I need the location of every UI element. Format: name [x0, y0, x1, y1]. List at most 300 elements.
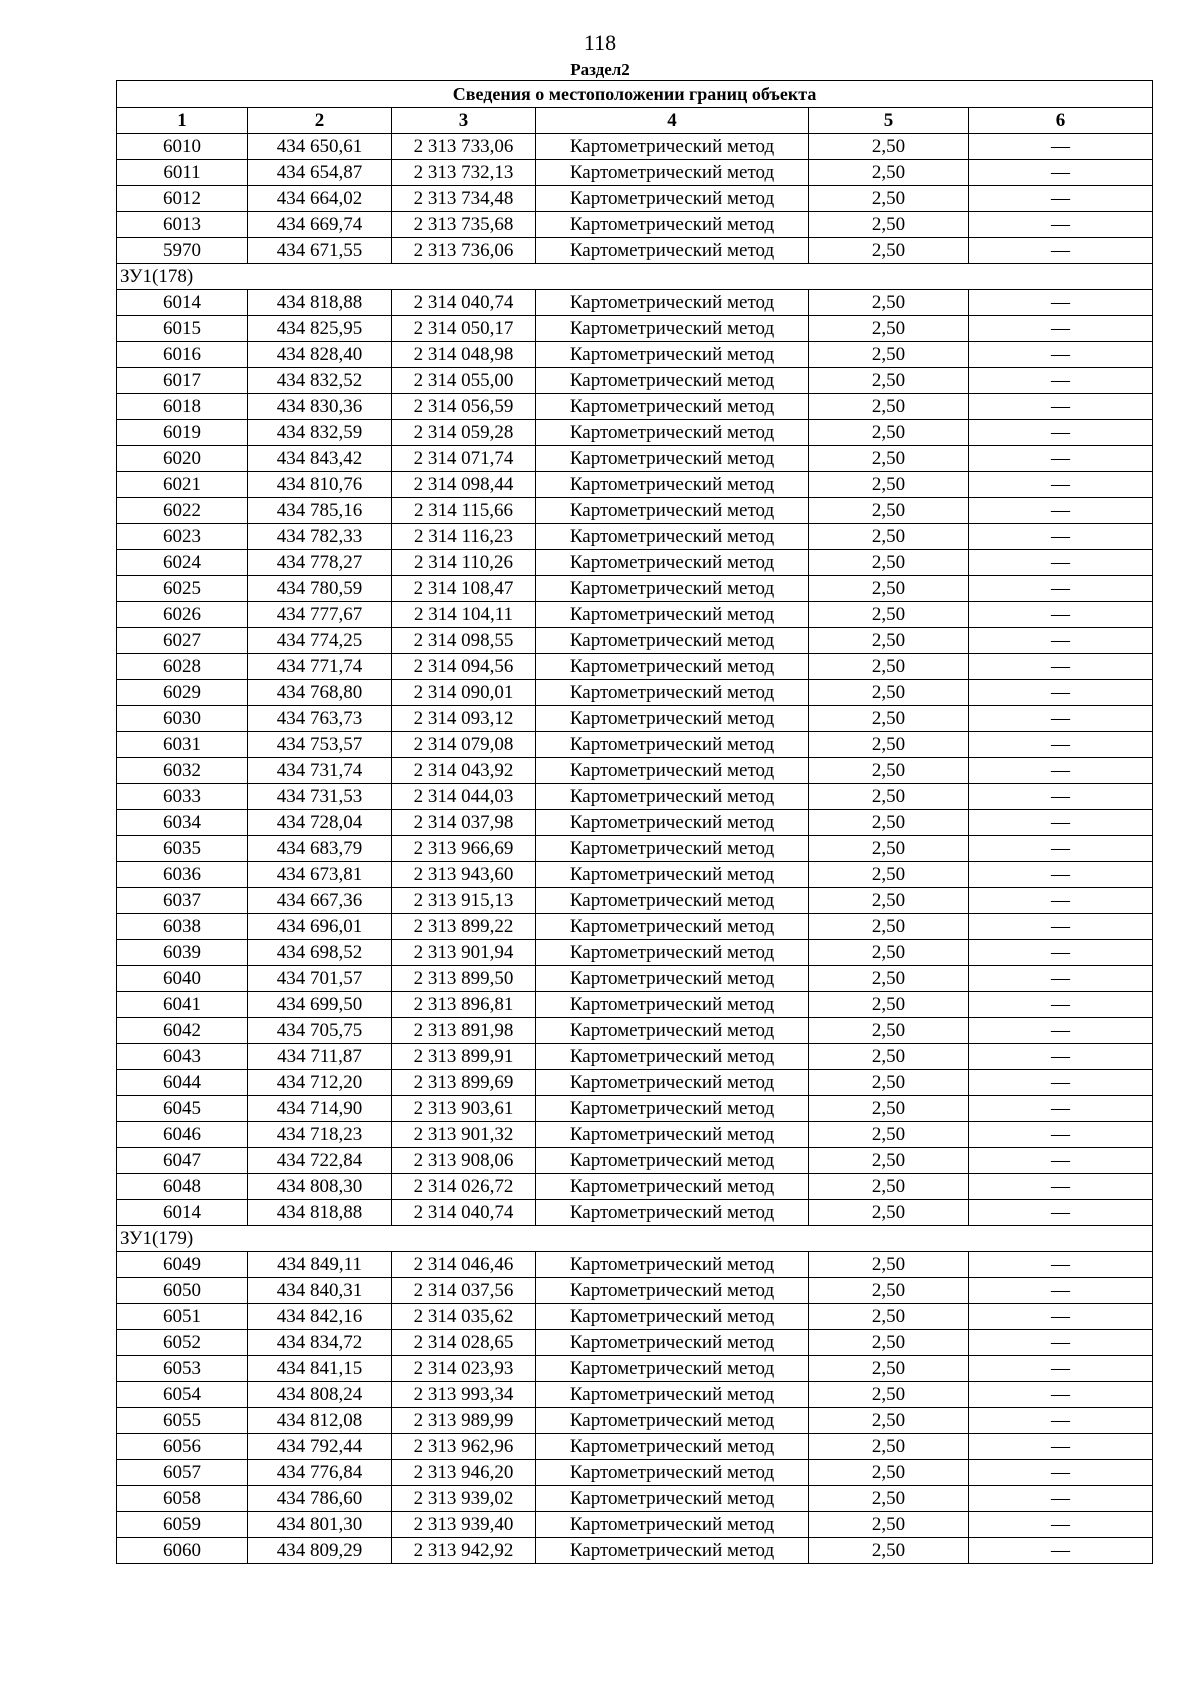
- table-row: [117, 1174, 1153, 1200]
- cell-accuracy: 2,50: [809, 1330, 969, 1356]
- table-row: [117, 550, 1153, 576]
- cell-method: Картометрический метод: [536, 1512, 809, 1538]
- cell-method: Картометрический метод: [536, 576, 809, 602]
- cell-coord-x: 434 718,23: [248, 1122, 392, 1148]
- cell-note: —: [969, 1434, 1153, 1460]
- table-row: [117, 602, 1153, 628]
- cell-accuracy: 2,50: [809, 498, 969, 524]
- cell-coord-y: 2 314 046,46: [392, 1252, 536, 1278]
- cell-coord-y: 2 314 110,26: [392, 550, 536, 576]
- cell-coord-x: 434 849,11: [248, 1252, 392, 1278]
- cell-note: —: [969, 394, 1153, 420]
- cell-accuracy: 2,50: [809, 1122, 969, 1148]
- cell-method: Картометрический метод: [536, 680, 809, 706]
- cell-method: Картометрический метод: [536, 992, 809, 1018]
- cell-accuracy: 2,50: [809, 1434, 969, 1460]
- cell-method: Картометрический метод: [536, 472, 809, 498]
- cell-coord-y: 2 314 079,08: [392, 732, 536, 758]
- table-row: [117, 1304, 1153, 1330]
- cell-coord-y: 2 313 735,68: [392, 212, 536, 238]
- cell-method: Картометрический метод: [536, 186, 809, 212]
- cell-accuracy: 2,50: [809, 888, 969, 914]
- cell-point-number: 6021: [117, 472, 248, 498]
- cell-point-number: 6016: [117, 342, 248, 368]
- cell-method: Картометрический метод: [536, 1304, 809, 1330]
- cell-accuracy: 2,50: [809, 966, 969, 992]
- cell-point-number: 6032: [117, 758, 248, 784]
- cell-coord-y: 2 314 098,55: [392, 628, 536, 654]
- cell-coord-y: 2 313 901,32: [392, 1122, 536, 1148]
- cell-note: —: [969, 1278, 1153, 1304]
- table-row: [117, 290, 1153, 316]
- cell-method: Картометрический метод: [536, 420, 809, 446]
- cell-note: —: [969, 940, 1153, 966]
- cell-point-number: 6012: [117, 186, 248, 212]
- cell-point-number: 6014: [117, 1200, 248, 1226]
- table-row: [117, 1148, 1153, 1174]
- cell-coord-x: 434 812,08: [248, 1408, 392, 1434]
- cell-point-number: 6049: [117, 1252, 248, 1278]
- table-row: [117, 1096, 1153, 1122]
- table-row: [117, 888, 1153, 914]
- cell-coord-y: 2 313 942,92: [392, 1538, 536, 1564]
- cell-coord-y: 2 313 908,06: [392, 1148, 536, 1174]
- cell-coord-y: 2 314 043,92: [392, 758, 536, 784]
- group-row: [117, 1226, 1153, 1252]
- table-row: [117, 1018, 1153, 1044]
- cell-accuracy: 2,50: [809, 290, 969, 316]
- cell-note: —: [969, 784, 1153, 810]
- cell-coord-x: 434 843,42: [248, 446, 392, 472]
- table-row: [117, 1070, 1153, 1096]
- table-row: [117, 394, 1153, 420]
- cell-point-number: 6039: [117, 940, 248, 966]
- cell-method: Картометрический метод: [536, 212, 809, 238]
- cell-accuracy: 2,50: [809, 394, 969, 420]
- cell-point-number: 6034: [117, 810, 248, 836]
- table-row: [117, 1252, 1153, 1278]
- cell-accuracy: 2,50: [809, 368, 969, 394]
- table-row: [117, 1278, 1153, 1304]
- cell-accuracy: 2,50: [809, 706, 969, 732]
- table-row: [117, 784, 1153, 810]
- cell-method: Картометрический метод: [536, 550, 809, 576]
- cell-method: Картометрический метод: [536, 1122, 809, 1148]
- cell-coord-x: 434 808,30: [248, 1174, 392, 1200]
- cell-coord-x: 434 785,16: [248, 498, 392, 524]
- cell-coord-y: 2 314 037,56: [392, 1278, 536, 1304]
- group-row: [117, 264, 1153, 290]
- cell-point-number: 6033: [117, 784, 248, 810]
- cell-point-number: 6057: [117, 1460, 248, 1486]
- table-row: [117, 212, 1153, 238]
- cell-method: Картометрический метод: [536, 1278, 809, 1304]
- cell-accuracy: 2,50: [809, 784, 969, 810]
- cell-coord-x: 434 664,02: [248, 186, 392, 212]
- cell-accuracy: 2,50: [809, 836, 969, 862]
- cell-coord-x: 434 776,84: [248, 1460, 392, 1486]
- table-row: [117, 1200, 1153, 1226]
- cell-point-number: 6035: [117, 836, 248, 862]
- cell-coord-x: 434 698,52: [248, 940, 392, 966]
- cell-note: —: [969, 1096, 1153, 1122]
- cell-method: Картометрический метод: [536, 940, 809, 966]
- cell-accuracy: 2,50: [809, 914, 969, 940]
- cell-method: Картометрический метод: [536, 1096, 809, 1122]
- table-row: [117, 186, 1153, 212]
- cell-coord-y: 2 313 903,61: [392, 1096, 536, 1122]
- cell-coord-x: 434 731,53: [248, 784, 392, 810]
- column-header: 6: [969, 108, 1153, 134]
- table-caption: Сведения о местоположении границ объекта: [117, 81, 1153, 108]
- table-row: [117, 940, 1153, 966]
- cell-method: Картометрический метод: [536, 160, 809, 186]
- cell-coord-y: 2 313 989,99: [392, 1408, 536, 1434]
- cell-coord-x: 434 810,76: [248, 472, 392, 498]
- cell-point-number: 6025: [117, 576, 248, 602]
- cell-note: —: [969, 238, 1153, 264]
- cell-coord-y: 2 314 048,98: [392, 342, 536, 368]
- cell-method: Картометрический метод: [536, 524, 809, 550]
- group-label: ЗУ1(179): [117, 1226, 1153, 1252]
- cell-accuracy: 2,50: [809, 1408, 969, 1434]
- cell-coord-y: 2 313 966,69: [392, 836, 536, 862]
- cell-coord-y: 2 313 899,91: [392, 1044, 536, 1070]
- cell-method: Картометрический метод: [536, 706, 809, 732]
- cell-coord-x: 434 778,27: [248, 550, 392, 576]
- cell-note: —: [969, 836, 1153, 862]
- cell-method: Картометрический метод: [536, 1148, 809, 1174]
- table-row: [117, 1512, 1153, 1538]
- table-row: [117, 654, 1153, 680]
- cell-accuracy: 2,50: [809, 1174, 969, 1200]
- table-row: [117, 1460, 1153, 1486]
- cell-method: Картометрический метод: [536, 732, 809, 758]
- cell-note: —: [969, 654, 1153, 680]
- cell-coord-x: 434 825,95: [248, 316, 392, 342]
- cell-method: Картометрический метод: [536, 1538, 809, 1564]
- cell-method: Картометрический метод: [536, 1018, 809, 1044]
- cell-accuracy: 2,50: [809, 1044, 969, 1070]
- cell-coord-x: 434 714,90: [248, 1096, 392, 1122]
- cell-coord-y: 2 313 962,96: [392, 1434, 536, 1460]
- cell-note: —: [969, 706, 1153, 732]
- cell-coord-y: 2 313 939,40: [392, 1512, 536, 1538]
- cell-note: —: [969, 1148, 1153, 1174]
- cell-note: —: [969, 1356, 1153, 1382]
- cell-coord-x: 434 650,61: [248, 134, 392, 160]
- cell-accuracy: 2,50: [809, 940, 969, 966]
- cell-point-number: 6024: [117, 550, 248, 576]
- page-number: 118: [583, 30, 617, 55]
- cell-coord-x: 434 830,36: [248, 394, 392, 420]
- cell-point-number: 5970: [117, 238, 248, 264]
- cell-coord-y: 2 314 094,56: [392, 654, 536, 680]
- cell-note: —: [969, 316, 1153, 342]
- cell-point-number: 6017: [117, 368, 248, 394]
- cell-method: Картометрический метод: [536, 758, 809, 784]
- cell-accuracy: 2,50: [809, 862, 969, 888]
- cell-coord-y: 2 314 059,28: [392, 420, 536, 446]
- cell-method: Картометрический метод: [536, 602, 809, 628]
- cell-method: Картометрический метод: [536, 628, 809, 654]
- cell-coord-x: 434 808,24: [248, 1382, 392, 1408]
- cell-note: —: [969, 524, 1153, 550]
- cell-coord-x: 434 832,52: [248, 368, 392, 394]
- boundary-table: [116, 80, 1153, 1564]
- cell-point-number: 6051: [117, 1304, 248, 1330]
- cell-method: Картометрический метод: [536, 1174, 809, 1200]
- table-row: [117, 134, 1153, 160]
- cell-note: —: [969, 1252, 1153, 1278]
- cell-accuracy: 2,50: [809, 316, 969, 342]
- cell-coord-y: 2 313 732,13: [392, 160, 536, 186]
- cell-method: Картометрический метод: [536, 1356, 809, 1382]
- table-row: [117, 680, 1153, 706]
- table-row: [117, 914, 1153, 940]
- cell-point-number: 6015: [117, 316, 248, 342]
- cell-point-number: 6028: [117, 654, 248, 680]
- cell-note: —: [969, 732, 1153, 758]
- cell-note: —: [969, 472, 1153, 498]
- cell-point-number: 6019: [117, 420, 248, 446]
- cell-coord-x: 434 801,30: [248, 1512, 392, 1538]
- cell-coord-y: 2 314 098,44: [392, 472, 536, 498]
- cell-coord-x: 434 699,50: [248, 992, 392, 1018]
- table-row: [117, 446, 1153, 472]
- cell-accuracy: 2,50: [809, 1278, 969, 1304]
- cell-coord-y: 2 314 037,98: [392, 810, 536, 836]
- table-row: [117, 1486, 1153, 1512]
- cell-note: —: [969, 888, 1153, 914]
- cell-method: Картометрический метод: [536, 836, 809, 862]
- cell-coord-x: 434 731,74: [248, 758, 392, 784]
- cell-note: —: [969, 1070, 1153, 1096]
- cell-point-number: 6060: [117, 1538, 248, 1564]
- cell-note: —: [969, 290, 1153, 316]
- table-row: [117, 160, 1153, 186]
- cell-coord-x: 434 768,80: [248, 680, 392, 706]
- cell-accuracy: 2,50: [809, 550, 969, 576]
- cell-accuracy: 2,50: [809, 342, 969, 368]
- cell-accuracy: 2,50: [809, 1252, 969, 1278]
- cell-point-number: 6036: [117, 862, 248, 888]
- table-row: [117, 576, 1153, 602]
- table-row: [117, 1434, 1153, 1460]
- cell-coord-y: 2 314 055,00: [392, 368, 536, 394]
- cell-point-number: 6053: [117, 1356, 248, 1382]
- cell-coord-x: 434 669,74: [248, 212, 392, 238]
- cell-accuracy: 2,50: [809, 1148, 969, 1174]
- cell-coord-x: 434 780,59: [248, 576, 392, 602]
- cell-method: Картометрический метод: [536, 914, 809, 940]
- cell-coord-y: 2 314 028,65: [392, 1330, 536, 1356]
- cell-note: —: [969, 498, 1153, 524]
- cell-coord-x: 434 809,29: [248, 1538, 392, 1564]
- cell-method: Картометрический метод: [536, 1460, 809, 1486]
- table-row: [117, 1044, 1153, 1070]
- cell-coord-y: 2 313 939,02: [392, 1486, 536, 1512]
- table-row: [117, 706, 1153, 732]
- cell-coord-x: 434 841,15: [248, 1356, 392, 1382]
- cell-note: —: [969, 810, 1153, 836]
- cell-accuracy: 2,50: [809, 1460, 969, 1486]
- cell-coord-x: 434 842,16: [248, 1304, 392, 1330]
- cell-coord-x: 434 828,40: [248, 342, 392, 368]
- cell-accuracy: 2,50: [809, 134, 969, 160]
- cell-coord-y: 2 314 090,01: [392, 680, 536, 706]
- cell-coord-y: 2 313 901,94: [392, 940, 536, 966]
- cell-accuracy: 2,50: [809, 1356, 969, 1382]
- table-row: [117, 836, 1153, 862]
- cell-coord-x: 434 722,84: [248, 1148, 392, 1174]
- table-row: [117, 862, 1153, 888]
- cell-accuracy: 2,50: [809, 1018, 969, 1044]
- cell-note: —: [969, 1512, 1153, 1538]
- cell-point-number: 6058: [117, 1486, 248, 1512]
- table-caption-row: [117, 81, 1153, 108]
- cell-point-number: 6044: [117, 1070, 248, 1096]
- cell-point-number: 6038: [117, 914, 248, 940]
- cell-method: Картометрический метод: [536, 134, 809, 160]
- cell-coord-y: 2 314 108,47: [392, 576, 536, 602]
- cell-accuracy: 2,50: [809, 680, 969, 706]
- table-row: [117, 1330, 1153, 1356]
- cell-point-number: 6041: [117, 992, 248, 1018]
- cell-accuracy: 2,50: [809, 1538, 969, 1564]
- table-body: [117, 134, 1153, 1564]
- table-row: [117, 732, 1153, 758]
- cell-accuracy: 2,50: [809, 472, 969, 498]
- cell-method: Картометрический метод: [536, 1044, 809, 1070]
- cell-point-number: 6037: [117, 888, 248, 914]
- cell-note: —: [969, 602, 1153, 628]
- cell-point-number: 6052: [117, 1330, 248, 1356]
- cell-method: Картометрический метод: [536, 368, 809, 394]
- cell-accuracy: 2,50: [809, 810, 969, 836]
- cell-method: Картометрический метод: [536, 784, 809, 810]
- cell-coord-x: 434 671,55: [248, 238, 392, 264]
- cell-coord-x: 434 777,67: [248, 602, 392, 628]
- cell-point-number: 6010: [117, 134, 248, 160]
- table-row: [117, 628, 1153, 654]
- cell-coord-y: 2 314 104,11: [392, 602, 536, 628]
- cell-accuracy: 2,50: [809, 758, 969, 784]
- cell-accuracy: 2,50: [809, 1382, 969, 1408]
- cell-point-number: 6045: [117, 1096, 248, 1122]
- cell-note: —: [969, 1408, 1153, 1434]
- cell-method: Картометрический метод: [536, 1070, 809, 1096]
- cell-coord-x: 434 774,25: [248, 628, 392, 654]
- cell-note: —: [969, 992, 1153, 1018]
- table-row: [117, 1382, 1153, 1408]
- cell-accuracy: 2,50: [809, 992, 969, 1018]
- cell-method: Картометрический метод: [536, 1200, 809, 1226]
- cell-point-number: 6014: [117, 290, 248, 316]
- cell-note: —: [969, 342, 1153, 368]
- cell-point-number: 6029: [117, 680, 248, 706]
- table-row: [117, 498, 1153, 524]
- column-header: 5: [809, 108, 969, 134]
- column-header: 4: [536, 108, 809, 134]
- cell-method: Картометрический метод: [536, 342, 809, 368]
- cell-coord-y: 2 314 040,74: [392, 290, 536, 316]
- table-row: [117, 368, 1153, 394]
- column-header: 1: [117, 108, 248, 134]
- cell-note: —: [969, 1460, 1153, 1486]
- table-row: [117, 420, 1153, 446]
- cell-accuracy: 2,50: [809, 1070, 969, 1096]
- cell-coord-y: 2 314 050,17: [392, 316, 536, 342]
- cell-note: —: [969, 1382, 1153, 1408]
- cell-method: Картометрический метод: [536, 888, 809, 914]
- cell-point-number: 6046: [117, 1122, 248, 1148]
- cell-coord-y: 2 314 115,66: [392, 498, 536, 524]
- cell-point-number: 6047: [117, 1148, 248, 1174]
- cell-method: Картометрический метод: [536, 1486, 809, 1512]
- cell-point-number: 6013: [117, 212, 248, 238]
- cell-note: —: [969, 550, 1153, 576]
- cell-coord-y: 2 313 943,60: [392, 862, 536, 888]
- cell-method: Картометрический метод: [536, 238, 809, 264]
- cell-coord-x: 434 683,79: [248, 836, 392, 862]
- table-row: [117, 1356, 1153, 1382]
- cell-note: —: [969, 368, 1153, 394]
- cell-note: —: [969, 1122, 1153, 1148]
- cell-coord-y: 2 313 734,48: [392, 186, 536, 212]
- cell-method: Картометрический метод: [536, 394, 809, 420]
- cell-note: —: [969, 1486, 1153, 1512]
- table-row: [117, 342, 1153, 368]
- cell-note: —: [969, 134, 1153, 160]
- cell-coord-x: 434 654,87: [248, 160, 392, 186]
- cell-coord-x: 434 673,81: [248, 862, 392, 888]
- cell-note: —: [969, 1304, 1153, 1330]
- cell-accuracy: 2,50: [809, 524, 969, 550]
- cell-method: Картометрический метод: [536, 1382, 809, 1408]
- cell-point-number: 6056: [117, 1434, 248, 1460]
- cell-accuracy: 2,50: [809, 1304, 969, 1330]
- cell-coord-y: 2 313 896,81: [392, 992, 536, 1018]
- cell-accuracy: 2,50: [809, 446, 969, 472]
- cell-coord-y: 2 314 071,74: [392, 446, 536, 472]
- cell-accuracy: 2,50: [809, 602, 969, 628]
- cell-coord-x: 434 786,60: [248, 1486, 392, 1512]
- table-header-row: [117, 108, 1153, 134]
- table-row: [117, 524, 1153, 550]
- cell-method: Картометрический метод: [536, 446, 809, 472]
- cell-coord-y: 2 313 915,13: [392, 888, 536, 914]
- cell-accuracy: 2,50: [809, 732, 969, 758]
- cell-point-number: 6043: [117, 1044, 248, 1070]
- cell-note: —: [969, 446, 1153, 472]
- cell-coord-x: 434 771,74: [248, 654, 392, 680]
- cell-method: Картометрический метод: [536, 654, 809, 680]
- cell-coord-y: 2 314 044,03: [392, 784, 536, 810]
- cell-coord-y: 2 313 899,22: [392, 914, 536, 940]
- cell-point-number: 6055: [117, 1408, 248, 1434]
- cell-accuracy: 2,50: [809, 238, 969, 264]
- cell-coord-x: 434 834,72: [248, 1330, 392, 1356]
- cell-point-number: 6030: [117, 706, 248, 732]
- cell-coord-y: 2 314 093,12: [392, 706, 536, 732]
- cell-note: —: [969, 914, 1153, 940]
- cell-point-number: 6027: [117, 628, 248, 654]
- cell-coord-x: 434 696,01: [248, 914, 392, 940]
- cell-accuracy: 2,50: [809, 576, 969, 602]
- cell-coord-y: 2 314 056,59: [392, 394, 536, 420]
- cell-method: Картометрический метод: [536, 862, 809, 888]
